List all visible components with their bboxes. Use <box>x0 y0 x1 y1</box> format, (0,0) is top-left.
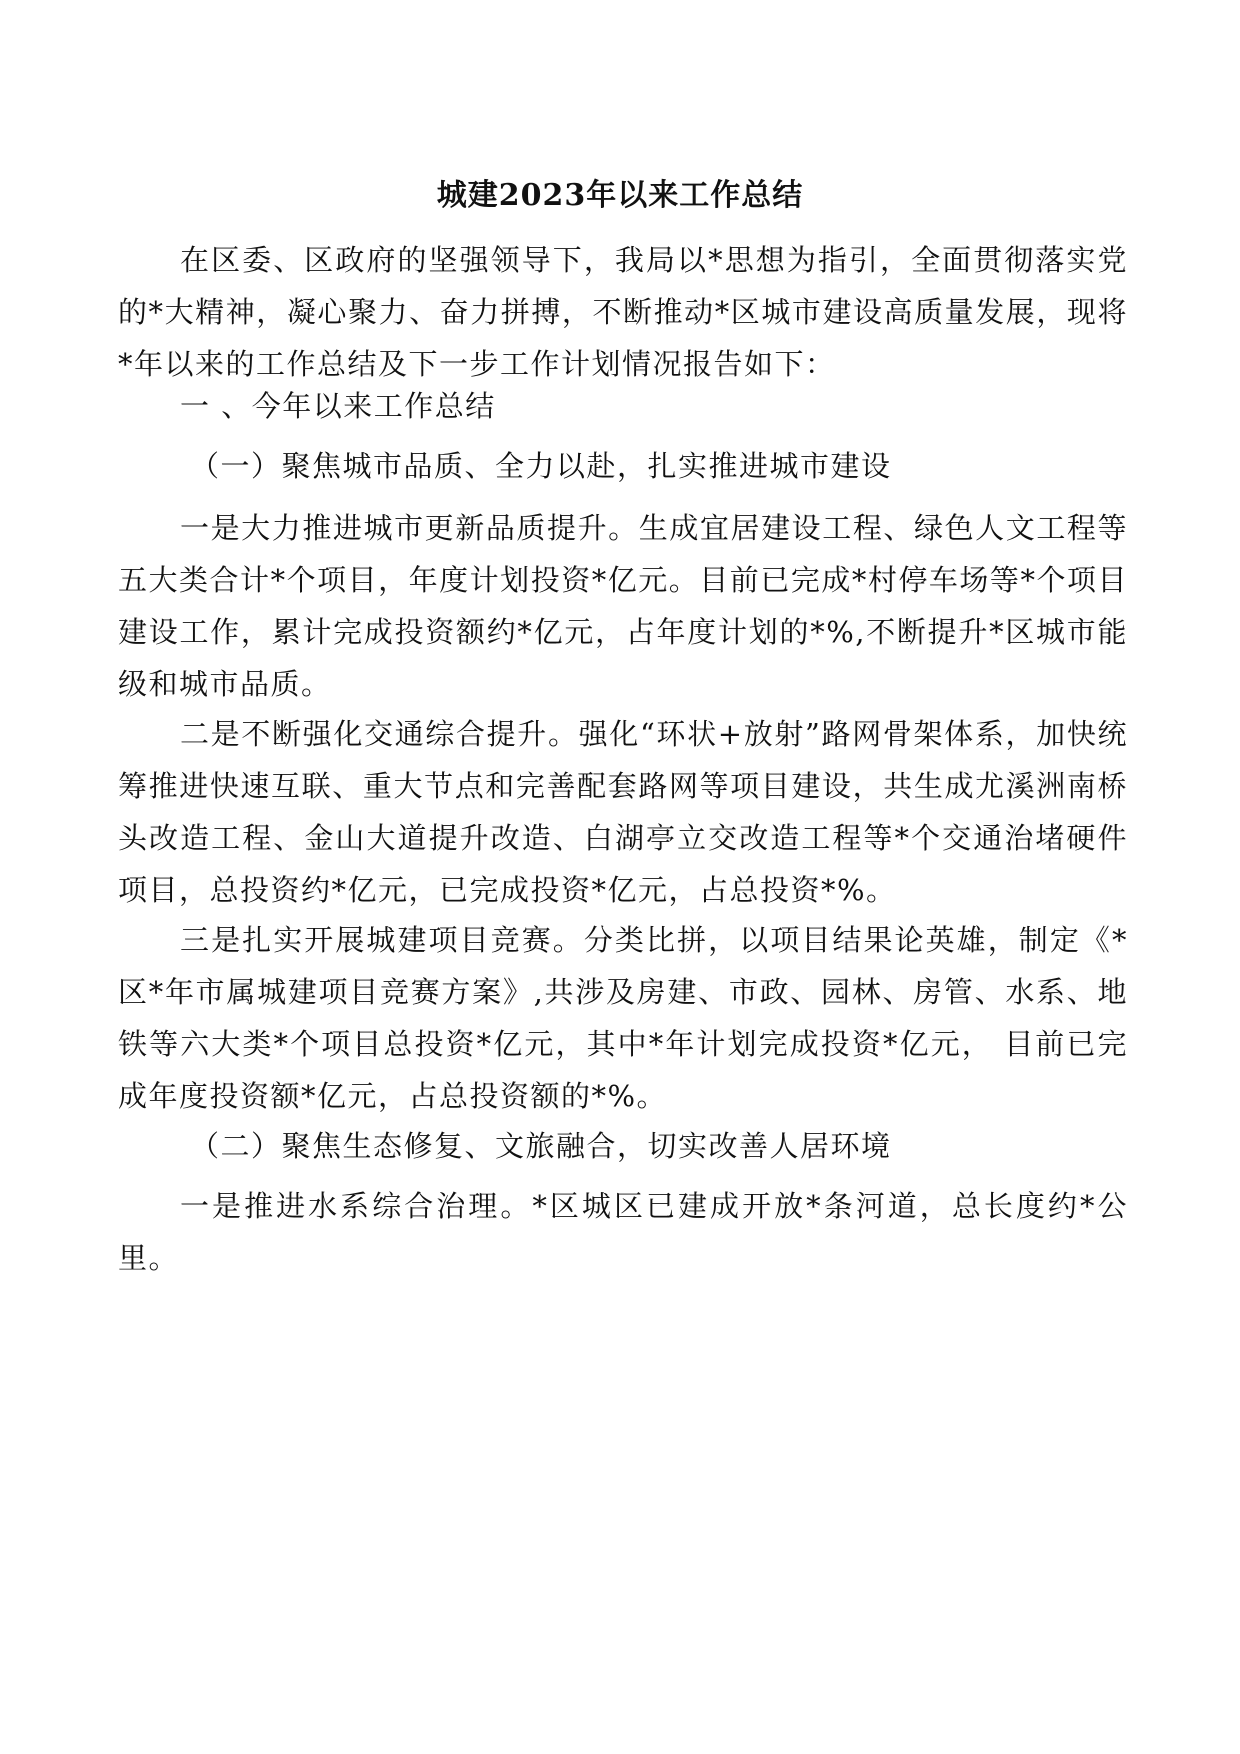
document-title: 城建2023年以来工作总结 <box>436 178 804 213</box>
paragraph-project-competition: 三是扎实开展城建项目竞赛。分类比拼，以项目结果论英雄，制定《*区*年市属城建项目竞赛方案》,共涉及房建、市政、园林、房管、水系、地铁等六大类*个项目总投资*亿元，其中*年计划完成投资*亿元， 目前已完成年度投资额*亿元，占总投资额的*%。 <box>118 923 1128 1113</box>
intro-paragraph: 在区委、区政府的坚强领导下，我局以*思想为指引，全面贯彻落实党的*大精神，凝心聚力、奋力拼搏，不断推动*区城市建设高质量发展，现将*年以来的工作总结及下一步工作计划情况报告如下： <box>118 243 1128 381</box>
paragraph-transport: 二是不断强化交通综合提升。强化“环状+放射”路网骨架体系，加快统筹推进快速互联、重大节点和完善配套路网等项目建设，共生成尤溪洲南桥头改造工程、金山大道提升改造、白湖亭立交改造工程等*个交通治堵硬件项目，总投资约*亿元，已完成投资*亿元，占总投资*%。 <box>118 717 1128 907</box>
paragraph-water-system: 一是推进水系综合治理。*区城区已建成开放*条河道，总长度约*公里。 <box>118 1189 1128 1275</box>
subsection-heading-1: （一）聚焦城市品质、全力以赴，扎实推进城市建设 <box>190 449 892 483</box>
section-heading-1: 一 、今年以来工作总结 <box>180 389 496 423</box>
subsection-heading-2: （二）聚焦生态修复、文旅融合，切实改善人居环境 <box>190 1129 892 1163</box>
paragraph-urban-renewal: 一是大力推进城市更新品质提升。生成宜居建设工程、绿色人文工程等五大类合计*个项目，年度计划投资*亿元。目前已完成*村停车场等*个项目建设工作，累计完成投资额约*亿元，占年度计划的*%,不断提升*区城市能级和城市品质。 <box>118 511 1128 701</box>
